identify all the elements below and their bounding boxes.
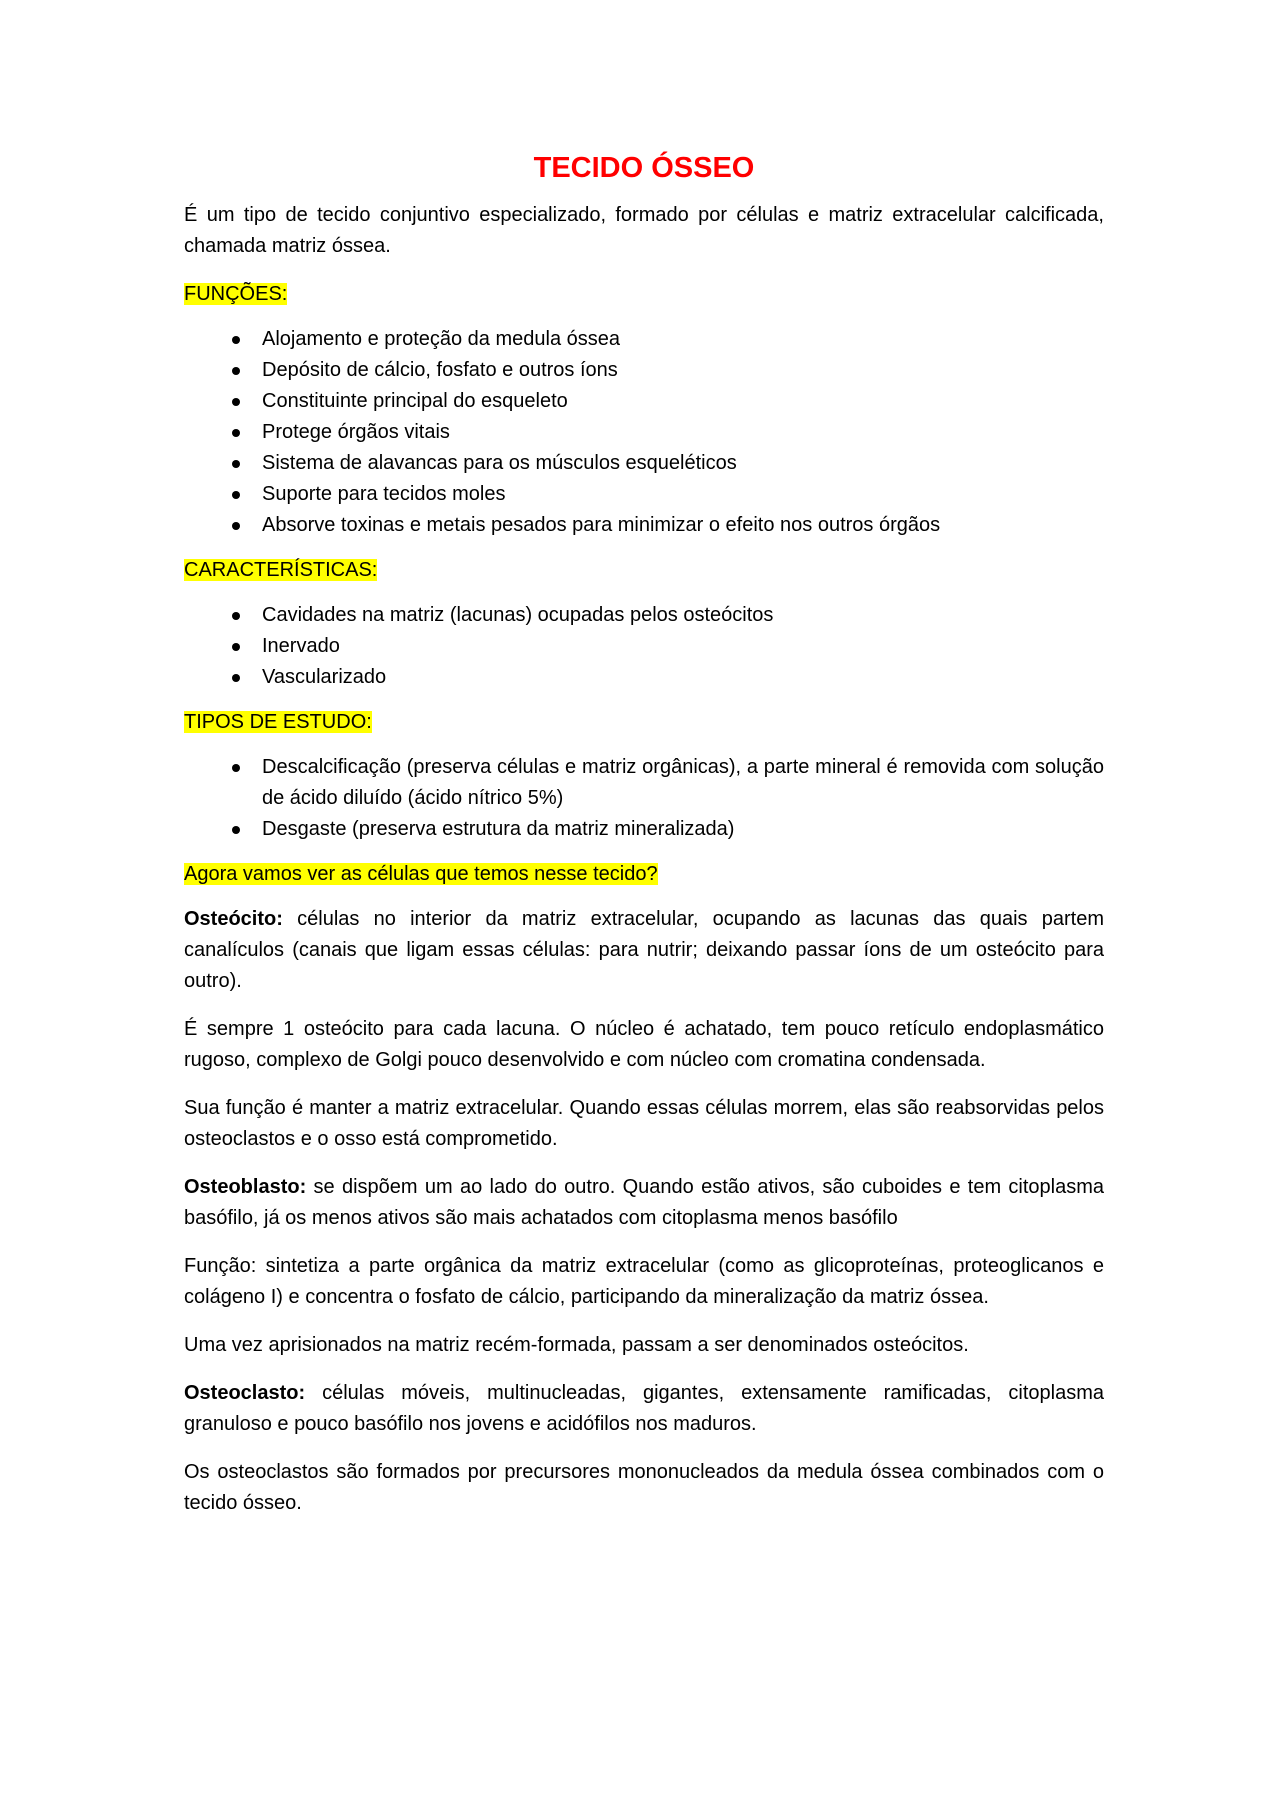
osteoblasto-text: se dispõem um ao lado do outro. Quando estão ativos, são cuboides e tem citoplasma basófilo, já os menos ativos são mais achatados com citoplasma menos basófilo [184,1176,1104,1229]
list-item-text: Constituinte principal do esqueleto [262,390,568,412]
osteoblasto-paragraph-2: Função: sintetiza a parte orgânica da matriz extracelular (como as glicoproteínas, proteoglicanos e colágeno I) e concentra o fosfato de cálcio, participando da mineralização da matriz óssea. [184,1255,1104,1308]
intro-paragraph: É um tipo de tecido conjuntivo especializado, formado por células e matriz extracelular calcificada, chamada matriz óssea. [184,204,1104,257]
osteocito-paragraph [184,904,1104,997]
list-item [184,355,1104,386]
list-item-text: Sistema de alavancas para os músculos esqueléticos [262,452,737,474]
funcoes-list [184,324,1104,541]
bullet-icon [232,643,240,651]
caracteristicas-heading-label: CARACTERÍSTICAS: [184,559,378,581]
bullet-icon [232,491,240,499]
caracteristicas-list [184,600,1104,693]
osteocito-paragraph-2: É sempre 1 osteócito para cada lacuna. O núcleo é achatado, tem pouco retículo endoplasmático rugoso, complexo de Golgi pouco desenvolvido e com núcleo com cromatina condensada. [184,1018,1104,1071]
list-item-text: Cavidades na matriz (lacunas) ocupadas pelos osteócitos [262,604,774,626]
list-item-text: Vascularizado [262,666,387,688]
tipos-estudo-heading-label: TIPOS DE ESTUDO: [184,711,372,733]
celulas-question [184,859,1104,890]
list-item-text: Suporte para tecidos moles [262,483,506,505]
list-item [184,479,1104,510]
osteoclasto-term: Osteoclasto: [184,1382,306,1404]
bullet-icon [232,674,240,682]
bullet-icon [232,336,240,344]
celulas-question-label: Agora vamos ver as células que temos nesse tecido? [184,863,658,885]
osteoblasto-paragraph-3: Uma vez aprisionados na matriz recém-formada, passam a ser denominados osteócitos. [184,1334,969,1356]
list-item-text: Descalcificação (preserva células e matriz orgânicas), a parte mineral é removida com solução de ácido diluído (ácido nítrico 5%) [262,756,1104,809]
list-item-text: Inervado [262,635,340,657]
list-item [184,752,1104,814]
bullet-icon [232,612,240,620]
list-item-text: Absorve toxinas e metais pesados para minimizar o efeito nos outros órgãos [262,514,941,536]
osteocito-term: Osteócito: [184,908,283,930]
osteocito-text: células no interior da matriz extracelular, ocupando as lacunas das quais partem canalículos (canais que ligam essas células: para nutrir; deixando passar íons de um osteócito para outro). [184,908,1104,992]
list-item-text: Depósito de cálcio, fosfato e outros íons [262,359,618,381]
osteoblasto-term: Osteoblasto: [184,1176,307,1198]
list-item [184,814,1104,845]
tipos-estudo-list [184,752,1104,845]
list-item-text: Protege órgãos vitais [262,421,450,443]
list-item [184,448,1104,479]
osteocito-paragraph-3: Sua função é manter a matriz extracelular. Quando essas células morrem, elas são reabsorvidas pelos osteoclastos e o osso está comprometido. [184,1097,1104,1150]
bullet-icon [232,429,240,437]
page-title: TECIDO ÓSSEO [533,152,755,184]
document-page [184,150,1104,1536]
list-item [184,600,1104,631]
list-item-text: Desgaste (preserva estrutura da matriz mineralizada) [262,818,735,840]
bullet-icon [232,826,240,834]
bullet-icon [232,460,240,468]
list-item [184,662,1104,693]
list-item [184,510,1104,541]
bullet-icon [232,398,240,406]
bullet-icon [232,764,240,772]
funcoes-heading [184,279,1104,310]
osteoclasto-paragraph [184,1378,1104,1440]
list-item [184,324,1104,355]
list-item [184,631,1104,662]
osteoclasto-text: células móveis, multinucleadas, gigantes, extensamente ramificadas, citoplasma granuloso e pouco basófilo nos jovens e acidófilos nos maduros. [184,1382,1104,1435]
osteoclasto-paragraph-2: Os osteoclastos são formados por precursores mononucleados da medula óssea combinados com o tecido ósseo. [184,1461,1104,1514]
funcoes-heading-label: FUNÇÕES: [184,283,288,305]
list-item-text: Alojamento e proteção da medula óssea [262,328,621,350]
bullet-icon [232,522,240,530]
list-item [184,386,1104,417]
bullet-icon [232,367,240,375]
tipos-estudo-heading [184,707,1104,738]
list-item [184,417,1104,448]
caracteristicas-heading [184,555,1104,586]
osteoblasto-paragraph [184,1172,1104,1234]
